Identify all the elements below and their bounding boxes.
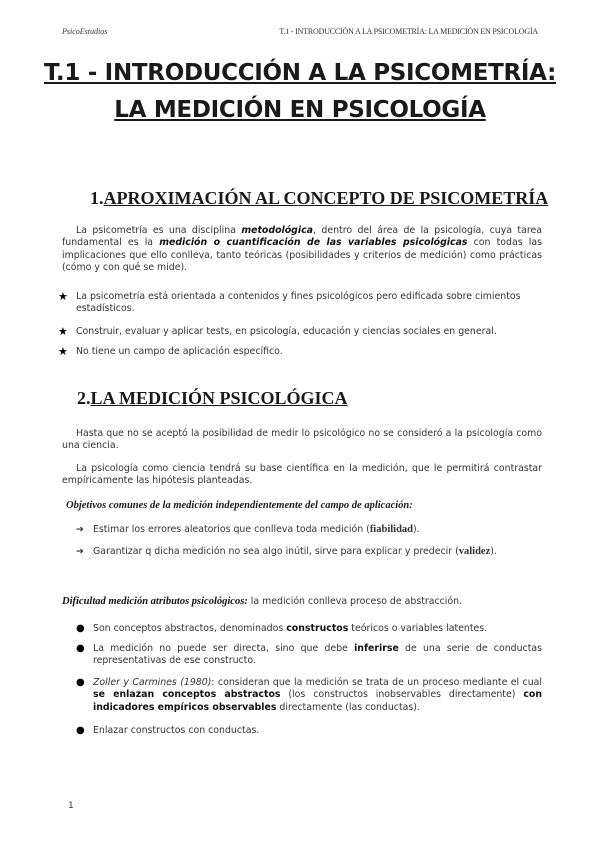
section-2-para-2 [62, 463, 542, 488]
para-text: La psicología como ciencia tendrá su base científica en la medición, que le permitirá contrastar empíricamente las hipótesis planteadas. [62, 463, 542, 487]
point-text: teóricos o variables latentes. [348, 623, 488, 634]
point-bold: constructos [286, 623, 349, 634]
point-text: Son conceptos abstractos, denominados [93, 623, 287, 634]
objective-item [76, 546, 542, 558]
intro-text-2: , dentro del área de la psicología, cuya tarea fundamental es la [62, 225, 542, 249]
point-bold: se enlazan conceptos abstractos [93, 689, 281, 701]
star-item-text: No tiene un campo de aplicación específico. [76, 346, 283, 357]
objective-end: ). [490, 546, 497, 557]
star-icon: ★ [58, 345, 68, 358]
arrow-icon: ➔ [76, 524, 84, 535]
star-icon: ★ [58, 290, 68, 303]
point-bold: inferirse [354, 643, 399, 654]
bullet-dot-icon: ● [76, 643, 85, 654]
para-text: Hasta que no se aceptó la posibilidad de medir lo psicológico no se consideró a la psicología como una ciencia. [62, 428, 542, 452]
point-text: Enlazar constructos con conductas. [93, 725, 260, 736]
bullet-dot-icon: ● [76, 677, 85, 688]
difficulty-text: la medición conlleva proceso de abstracción. [247, 596, 463, 607]
difficulty-point [76, 677, 542, 714]
list-item [58, 325, 542, 338]
intro-bold-2: medición o cuantificación de las variables psicológicas [159, 237, 468, 249]
header-brand: PsicoEstudios [62, 27, 108, 36]
objective-bold: validez [458, 546, 491, 557]
page-number: 1 [68, 801, 74, 811]
objectives-heading: Objetivos comunes de la medición independientemente del campo de aplicación: [66, 500, 413, 511]
point-text: de una serie de conductas representativas de ese constructo. [93, 643, 542, 667]
intro-text-1: La psicometría es una disciplina [76, 225, 242, 236]
section-2-para-1 [62, 428, 542, 453]
list-item [58, 290, 542, 316]
intro-bold-1: metodológica [241, 225, 313, 236]
difficulty-point [76, 643, 542, 668]
point-text: (los constructos inobservables directamente) [280, 689, 524, 701]
difficulty-point [76, 725, 542, 737]
section-1-title: APROXIMACIÓN AL CONCEPTO DE PSICOMETRÍA [103, 188, 549, 208]
star-list-1 [58, 290, 542, 316]
objective-text: Estimar los errores aleatorios que conlleva toda medición ( [93, 524, 370, 535]
arrow-icon: ➔ [76, 546, 84, 557]
header-running-title: T.1 - INTRODUCCIÓN A LA PSICOMETRÍA: LA MEDICIÓN EN PSICOLOGÍA [279, 27, 538, 36]
point-italic: Zoller y Carmines (1980) [93, 677, 212, 688]
page-title-line-1: T.1 - INTRODUCCIÓN A LA PSICOMETRÍA: [43, 60, 556, 86]
bullet-dot-icon: ● [76, 623, 85, 634]
objective-bold: fiabilidad [369, 524, 413, 535]
star-item-text: Construir, evaluar y aplicar tests, en psicología, educación y ciencias sociales en general. [76, 326, 497, 337]
page-title-line-2: LA MEDICIÓN EN PSICOLOGÍA [114, 97, 486, 123]
star-item-text: La psicometría está orientada a contenidos y fines psicológicos pero edificada sobre cimientos estadísticos. [76, 291, 521, 315]
objective-end: ). [413, 524, 420, 535]
star-list-2 [58, 325, 542, 338]
point-text: La medición no puede ser directa, sino que debe [93, 643, 355, 654]
objective-item [76, 524, 542, 536]
section-2-title: LA MEDICIÓN PSICOLÓGICA [90, 388, 348, 408]
bullet-dot-icon: ● [76, 725, 85, 736]
list-item [58, 345, 542, 358]
section-1-heading [90, 188, 548, 209]
point-text: : consideran que la medición se trata de un proceso mediante el cual [211, 677, 542, 688]
intro-text-3: con todas las implicaciones que ello conlleva, tanto teóricas (posibilidades y criterios de medición) como prácticas (cómo y con qué se mide). [62, 237, 542, 274]
difficulty-point [76, 623, 542, 635]
star-icon: ★ [58, 325, 68, 338]
difficulty-label: Dificultad medición atributos psicológicos: [62, 596, 248, 607]
star-list-3 [58, 345, 542, 358]
section-2-number: 2. [77, 388, 91, 408]
point-text: directamente (las conductas). [276, 701, 420, 713]
difficulty-line [62, 596, 542, 608]
point-bold: con indicadores empíricos observables [93, 689, 543, 713]
section-2-heading [77, 388, 348, 409]
objective-text: Garantizar q dicha medición no sea algo inútil, sirve para explicar y predecir ( [93, 546, 459, 557]
section-1-intro [62, 225, 542, 275]
section-1-number: 1. [90, 188, 104, 208]
